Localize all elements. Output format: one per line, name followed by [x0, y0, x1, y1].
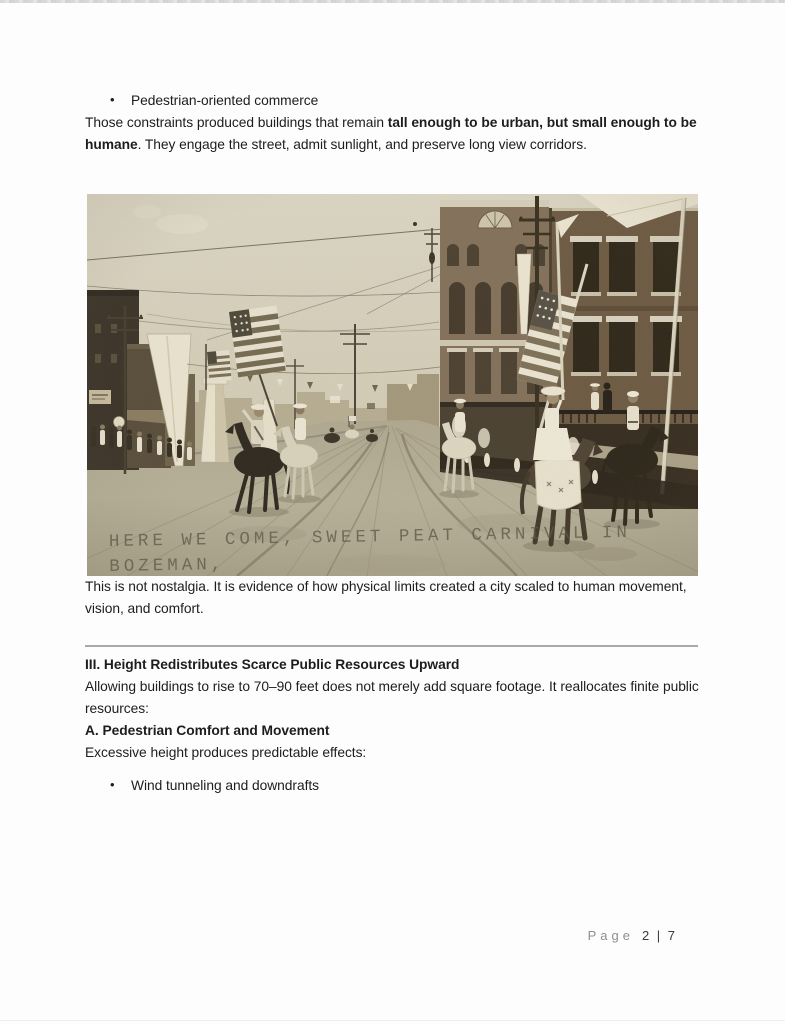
list-item-label: Wind tunneling and downdrafts: [131, 777, 319, 793]
heading-section-iii: III. Height Redistributes Scarce Public Resources Upward: [85, 656, 460, 672]
bullet-icon: •: [110, 92, 115, 107]
bullet-icon: •: [110, 776, 115, 792]
list-item-wind-tunneling: [85, 775, 711, 797]
parade-photo: [87, 194, 698, 576]
page-bottom-edge: [0, 1020, 785, 1021]
paragraph-allowing: Allowing buildings to rise to 70–90 feet does not merely add square footage. It reallocates finite public resources:: [85, 678, 699, 716]
paragraph-excessive-height: Excessive height produces predictable effects:: [85, 744, 367, 760]
section-divider: [85, 645, 698, 647]
document-body: [85, 0, 711, 797]
paragraph-constraints: [85, 112, 711, 156]
heading-subsection-a: A. Pedestrian Comfort and Movement: [85, 722, 330, 738]
paragraph-nostalgia: This is not nostalgia. It is evidence of how physical limits created a city scaled to human movement, vision, and comfort.: [85, 579, 687, 616]
paragraph-text: . They engage the street, admit sunlight, and preserve long view corridors.: [137, 137, 587, 152]
list-item-label: Pedestrian-oriented commerce: [131, 93, 319, 108]
parade-photo-art: [87, 194, 698, 576]
paragraph-bold-text: tall enough to be urban, but small enough to be humane: [85, 115, 697, 152]
photo-vignette: [87, 194, 698, 576]
list-item-pedestrian-commerce: [85, 90, 711, 112]
footer-page-number: 2 | 7: [641, 928, 677, 943]
page-footer: [588, 928, 677, 943]
footer-page-word: Page: [587, 928, 634, 943]
paragraph-text: Those constraints produced buildings that remain: [85, 115, 388, 130]
